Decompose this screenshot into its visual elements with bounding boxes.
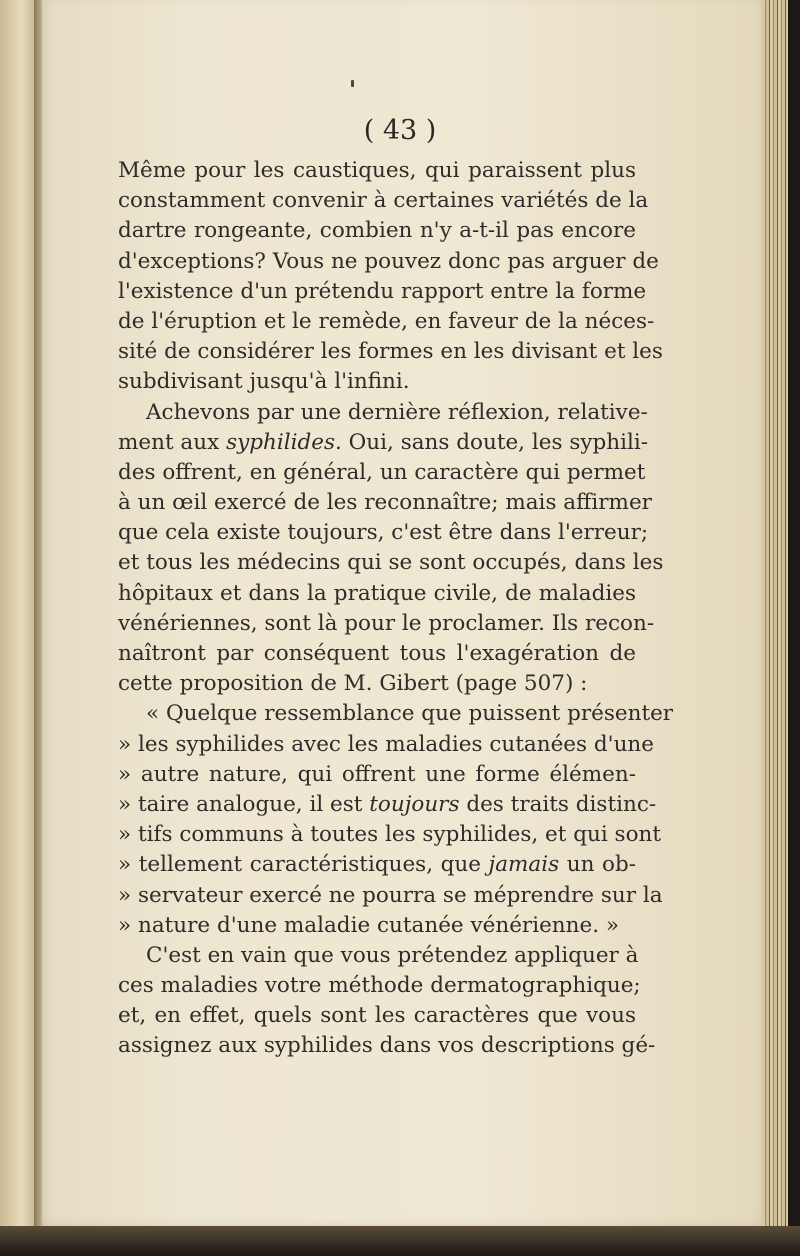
text-line: Même pour les caustiques, qui paraissent plus [118,158,636,183]
quote-line: « Quelque ressemblance que puissent présenter [146,701,674,727]
text-line: et tous les médecins qui se sont occupés, dans les [118,550,664,576]
text-run: » tellement caractéristiques, que [118,852,489,878]
italic-term: syphilides. [226,429,342,455]
text-line: à un œil exercé de les reconnaître; mais affirmer [118,490,652,516]
text-run: un ob- [559,852,636,878]
quote-line: » servateur exercé ne pourra se méprendre sur la [118,882,663,908]
text-line: vénériennes, sont là pour le proclamer. Ils recon- [118,610,655,636]
page-stack-edges [762,0,800,1256]
text-line: constamment convenir à certaines variétés de la [118,188,649,214]
text-line: Achevons par une dernière réflexion, relative- [146,399,648,425]
text-line: subdivisant jusqu'à l'infini. [118,369,410,395]
text-line: d'exceptions? Vous ne pouvez donc pas arguer de [118,248,659,274]
italic-term: jamais [488,852,560,878]
text-line: cette proposition de M. Gibert (page 507) : [118,671,588,697]
quote-line [118,850,636,880]
text-line: naîtront par conséquent tous l'exagération de [118,641,636,666]
text-line: hôpitaux et dans la pratique civile, de maladies [118,580,636,606]
text-line: ces maladies votre méthode dermatographique; [118,973,641,999]
page-number: ( 43 ) [363,115,437,146]
text-line: C'est en vain que vous prétendez appliquer à [146,942,639,968]
bottom-page-edge [0,1226,800,1256]
quote-line: » autre nature, qui offrent une forme élémen- [118,761,636,787]
text-line: que cela existe toujours, c'est être dans l'erreur; [118,520,649,546]
text-line: sité de considérer les formes en les divisant et les [118,339,663,365]
text-run: des traits distinc- [459,791,657,817]
ink-mark [351,80,354,87]
quote-line [118,790,657,820]
page-body-text [118,156,674,1062]
text-run: ment aux [118,429,227,455]
text-line: assignez aux syphilides dans vos descriptions gé- [118,1033,656,1059]
text-line: des offrent, en général, un caractère qui permet [118,459,646,485]
text-line: l'existence d'un prétendu rapport entre la forme [118,278,647,304]
text-line: dartre rongeante, combien n'y a-t-il pas encore [118,218,636,244]
quote-line: » tifs communs à toutes les syphilides, et qui sont [118,822,662,848]
quote-line: » les syphilides avec les maladies cutanées d'une [118,731,654,757]
text-line: et, en effet, quels sont les caractères que vous [118,1003,636,1029]
text-line: de l'éruption et le remède, en faveur de la néces- [118,308,655,334]
quote-line: » nature d'une maladie cutanée vénérienne. » [118,912,620,938]
text-run: Oui, sans doute, les syphili- [341,429,648,455]
italic-term: toujours [369,791,460,817]
text-line [118,428,648,458]
text-run: » taire analogue, il est [118,791,370,817]
